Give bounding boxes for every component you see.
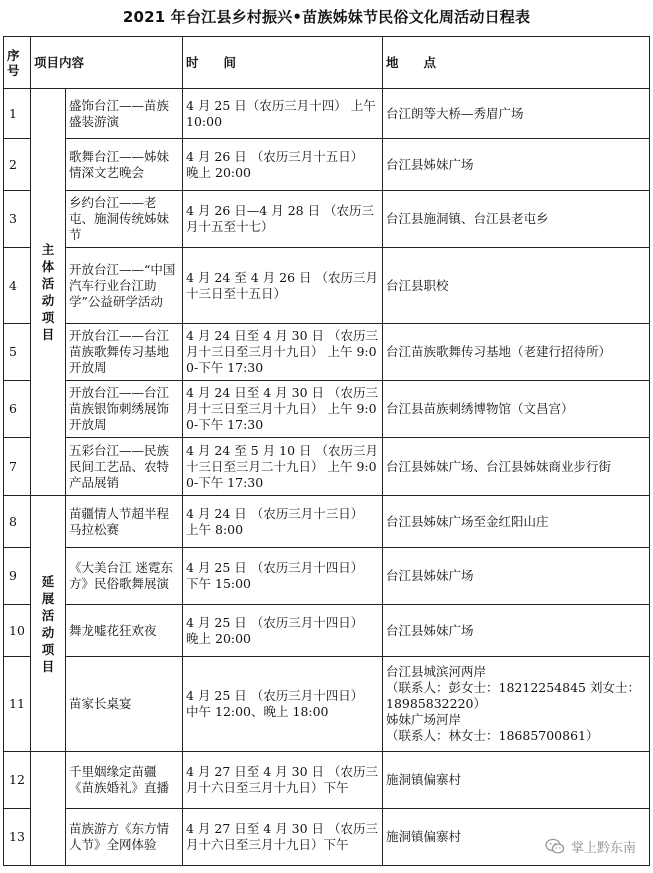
row-content: 开放台江——“中国汽车行业台江助学”公益研学活动 bbox=[66, 248, 183, 324]
row-num: 6 bbox=[4, 381, 31, 438]
table-row bbox=[4, 324, 650, 381]
row-num: 7 bbox=[4, 438, 31, 496]
place-line: 姊妹广场河岸 bbox=[386, 712, 462, 727]
row-content: 舞龙嘘花狂欢夜 bbox=[66, 605, 183, 657]
row-num: 13 bbox=[4, 809, 31, 866]
header-row bbox=[4, 37, 650, 89]
row-place: 台江县施洞镇、台江县老屯乡 bbox=[383, 191, 650, 248]
row-place: 台江县姊妹广场 bbox=[383, 139, 650, 191]
header-place: 地 点 bbox=[383, 37, 650, 89]
table-row bbox=[4, 248, 650, 324]
row-time: 4 月 25 日 （农历三月十四日） 下午 15:00 bbox=[183, 548, 383, 605]
watermark bbox=[542, 836, 639, 857]
row-place: 施洞镇偏寨村 bbox=[383, 809, 650, 866]
table-row bbox=[4, 605, 650, 657]
wechat-icon bbox=[545, 838, 565, 855]
place-line: （联系人：林女士：18685700861） bbox=[386, 728, 599, 743]
row-content: 苗族游方《东方情人节》全网体验 bbox=[66, 809, 183, 866]
row-content: 苗疆情人节超半程马拉松赛 bbox=[66, 496, 183, 548]
table-row bbox=[4, 496, 650, 548]
row-num: 11 bbox=[4, 657, 31, 752]
table-row bbox=[4, 381, 650, 438]
row-place: 台江县职校 bbox=[383, 248, 650, 324]
row-time: 4 月 27 日至 4 月 30 日 （农历三月十六日至三月十九日）下午 bbox=[183, 752, 383, 809]
row-time: 4 月 24 日至 4 月 30 日 （农历三月十三日至三月十九日） 上午 9:00-下午 17:30 bbox=[183, 381, 383, 438]
group-extend-label: 延展活动项目 bbox=[31, 496, 66, 752]
row-content: 歌舞台江——姊妹情深文艺晚会 bbox=[66, 139, 183, 191]
row-content: 开放台江——台江苗族歌舞传习基地开放周 bbox=[66, 324, 183, 381]
row-place bbox=[383, 657, 650, 752]
table-row bbox=[4, 548, 650, 605]
table-row bbox=[4, 139, 650, 191]
row-content: 五彩台江——民族民间工艺品、农特产品展销 bbox=[66, 438, 183, 496]
row-time: 4 月 27 日至 4 月 30 日 （农历三月十六日至三月十九日）下午 bbox=[183, 809, 383, 866]
schedule-table bbox=[3, 36, 650, 866]
row-content: 《大美台江 迷霓东方》民俗歌舞展演 bbox=[66, 548, 183, 605]
row-time: 4 月 24 至 5 月 10 日 （农历三月十三日至三月二十九日） 上午 9:00-下午 17:30 bbox=[183, 438, 383, 496]
table-row bbox=[4, 438, 650, 496]
row-num: 9 bbox=[4, 548, 31, 605]
header-content: 项目内容 bbox=[31, 37, 183, 89]
row-num: 4 bbox=[4, 248, 31, 324]
row-place: 台江苗族歌舞传习基地（老建行招待所） bbox=[383, 324, 650, 381]
row-num: 12 bbox=[4, 752, 31, 809]
header-time: 时 间 bbox=[183, 37, 383, 89]
row-num: 10 bbox=[4, 605, 31, 657]
row-content: 开放台江——台江苗族银饰刺绣展饰开放周 bbox=[66, 381, 183, 438]
row-time: 4 月 25 日（农历三月十四） 上午 10:00 bbox=[183, 89, 383, 139]
row-content: 盛饰台江——苗族盛装游演 bbox=[66, 89, 183, 139]
place-line: （联系人：彭女士：18212254845 刘女士：18985832220） bbox=[386, 680, 640, 711]
row-place: 台江县姊妹广场、台江县姊妹商业步行街 bbox=[383, 438, 650, 496]
row-content: 千里姻缘定苗疆《苗族婚礼》直播 bbox=[66, 752, 183, 809]
page-title: 2021 年台江县乡村振兴•苗族姊妹节民俗文化周活动日程表 bbox=[122, 8, 531, 26]
row-time: 4 月 25 日 （农历三月十四日） 晚上 20:00 bbox=[183, 605, 383, 657]
watermark-text: 掌上黔东南 bbox=[570, 841, 636, 856]
row-time: 4 月 24 日至 4 月 30 日 （农历三月十三日至三月十九日） 上午 9:00-下午 17:30 bbox=[183, 324, 383, 381]
place-line: 台江县城滨河两岸 bbox=[386, 664, 487, 679]
table-row bbox=[4, 89, 650, 139]
header-num: 序号 bbox=[4, 37, 31, 89]
row-place: 台江县姊妹广场 bbox=[383, 548, 650, 605]
row-num: 1 bbox=[4, 89, 31, 139]
table-row bbox=[4, 191, 650, 248]
table-row bbox=[4, 752, 650, 809]
row-num: 8 bbox=[4, 496, 31, 548]
row-place: 台江县苗族刺绣博物馆（文昌宫） bbox=[383, 381, 650, 438]
row-time: 4 月 25 日 （农历三月十四日） 中午 12:00、晚上 18:00 bbox=[183, 657, 383, 752]
row-content: 苗家长桌宴 bbox=[66, 657, 183, 752]
row-num: 5 bbox=[4, 324, 31, 381]
row-num: 2 bbox=[4, 139, 31, 191]
row-place: 施洞镇偏寨村 bbox=[383, 752, 650, 809]
row-place: 台江县姊妹广场 bbox=[383, 605, 650, 657]
group-third-label bbox=[31, 752, 66, 866]
row-place: 台江朗等大桥—秀眉广场 bbox=[383, 89, 650, 139]
row-time: 4 月 26 日—4 月 28 日 （农历三月十五至十七） bbox=[183, 191, 383, 248]
row-num: 3 bbox=[4, 191, 31, 248]
row-time: 4 月 24 至 4 月 26 日 （农历三月十三日至十五日） bbox=[183, 248, 383, 324]
row-time: 4 月 24 日 （农历三月十三日） 上午 8:00 bbox=[183, 496, 383, 548]
group-main-label: 主体活动项目 bbox=[31, 89, 66, 496]
row-place: 台江县姊妹广场至金红阳山庄 bbox=[383, 496, 650, 548]
table-row bbox=[4, 657, 650, 752]
row-content: 乡约台江——老屯、施洞传统姊妹节 bbox=[66, 191, 183, 248]
row-time: 4 月 26 日 （农历三月十五日） 晚上 20:00 bbox=[183, 139, 383, 191]
